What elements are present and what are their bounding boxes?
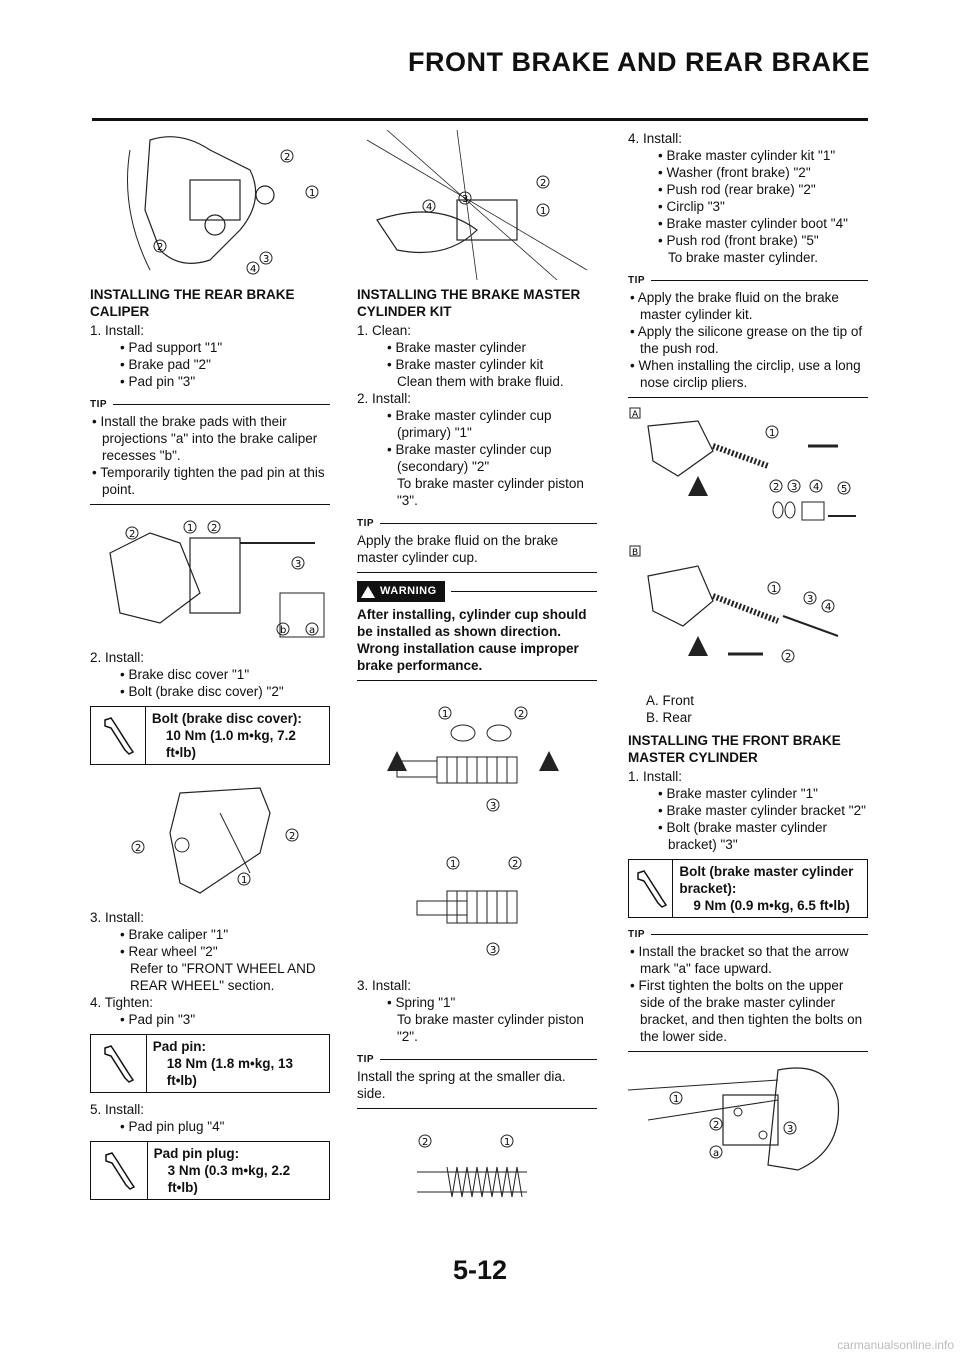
list-item: • Brake master cylinder boot "4" [658, 216, 848, 231]
step-label: 1. Install: [90, 323, 145, 338]
torque-name: Bolt (brake master cylinder bracket): [679, 864, 854, 896]
warning-triangle-icon [361, 586, 375, 598]
svg-text:3: 3 [791, 482, 798, 493]
step-note: Refer to "FRONT WHEEL AND REAR WHEEL" section. [130, 961, 316, 993]
warning-text: After installing, cylinder cup should be installed as shown direction. Wrong installation cause improper brake performance. [357, 607, 587, 673]
figure-rear-caliper [90, 130, 330, 280]
step-label: 1. Install: [628, 769, 683, 784]
figure-disc-cover [90, 773, 330, 903]
tip-label: TIP [628, 929, 646, 940]
torque-value: 18 Nm (1.8 m•kg, 13 ft•lb) [166, 1056, 294, 1088]
list-item: • Bolt (brake disc cover) "2" [120, 684, 284, 699]
figure-master-cylinder-kit [357, 130, 597, 280]
step-label: 5. Install: [90, 1102, 145, 1117]
legend-item: A. Front [646, 693, 695, 708]
step-note: To brake master cylinder piston "2". [397, 1012, 584, 1044]
svg-text:4: 4 [813, 482, 820, 493]
list-item: • Circlip "3" [658, 199, 725, 214]
list-item: • Brake master cylinder bracket "2" [658, 803, 866, 818]
figure-front-master-cylinder [628, 1060, 868, 1180]
list-item: • Brake caliper "1" [120, 927, 229, 942]
list-item: • Pad pin "3" [120, 374, 196, 389]
list-item: • Pad support "1" [120, 340, 223, 355]
svg-text:2: 2 [157, 242, 164, 253]
page-header-title: FRONT BRAKE AND REAR BRAKE [408, 47, 870, 77]
step-note: To brake master cylinder. [668, 250, 819, 265]
tip-text: Install the spring at the smaller dia. side. [357, 1069, 566, 1101]
svg-text:1: 1 [769, 428, 776, 439]
svg-text:5: 5 [841, 484, 848, 495]
list-item: • Brake master cylinder [387, 340, 527, 355]
tip-item: • Apply the silicone grease on the tip of the push rod. [630, 324, 863, 356]
wrench-icon [91, 707, 146, 764]
torque-value: 3 Nm (0.3 m•kg, 2.2 ft•lb) [167, 1163, 291, 1195]
section-title-rear-caliper: INSTALLING THE REAR BRAKE CALIPER [90, 287, 295, 319]
figure-cylinder-cups [357, 691, 597, 971]
svg-text:3: 3 [787, 1124, 794, 1135]
svg-text:1: 1 [673, 1094, 680, 1105]
figure-legend [628, 692, 868, 726]
step-label: 2. Install: [90, 650, 145, 665]
svg-text:2: 2 [512, 859, 519, 870]
list-item: • Push rod (rear brake) "2" [658, 182, 816, 197]
column-3 [628, 124, 868, 1186]
warning-box [357, 581, 597, 681]
svg-text:4: 4 [426, 202, 433, 213]
tip-item: • When installing the circlip, use a long nose circlip pliers. [630, 358, 861, 390]
list-item: • Pad pin plug "4" [120, 1119, 225, 1134]
list-item: • Rear wheel "2" [120, 944, 218, 959]
section-title-master-cylinder-kit: INSTALLING THE BRAKE MASTER CYLINDER KIT [357, 287, 581, 319]
list-item: • Washer (front brake) "2" [658, 165, 811, 180]
torque-spec-box [90, 1141, 330, 1200]
tip-box [628, 272, 868, 398]
torque-value: 10 Nm (1.0 m•kg, 7.2 ft•lb) [165, 728, 296, 760]
list-item: • Pad pin "3" [120, 1012, 196, 1027]
svg-text:3: 3 [490, 945, 497, 956]
tip-text: Apply the brake fluid on the brake master cylinder cup. [357, 533, 559, 565]
list-item: • Spring "1" [387, 995, 456, 1010]
list-item: • Brake master cylinder "1" [658, 786, 818, 801]
svg-text:3: 3 [462, 194, 469, 205]
svg-text:2: 2 [518, 709, 525, 720]
tip-box [357, 1051, 597, 1109]
step-note: Clean them with brake fluid. [397, 374, 564, 389]
svg-text:a: a [309, 625, 316, 636]
list-item: • Brake pad "2" [120, 357, 211, 372]
torque-name: Bolt (brake disc cover): [151, 711, 302, 726]
tip-item: • First tighten the bolts on the upper side of the brake master cylinder bracket, and then tighten the bolts on the lower side. [630, 978, 863, 1044]
svg-text:2: 2 [713, 1120, 720, 1131]
list-item: • Brake disc cover "1" [120, 667, 250, 682]
step-label: 4. Install: [628, 131, 683, 146]
step-label: 3. Install: [357, 978, 412, 993]
wrench-icon [91, 1035, 147, 1092]
svg-text:4: 4 [250, 264, 257, 275]
figure-brake-pads [90, 513, 330, 643]
list-item: • Push rod (front brake) "5" [658, 233, 819, 248]
svg-text:a: a [713, 1148, 720, 1159]
warning-label: WARNING [380, 585, 437, 597]
tip-box [628, 926, 868, 1052]
svg-text:1: 1 [309, 188, 316, 199]
step-label: 4. Tighten: [90, 995, 154, 1010]
svg-text:2: 2 [211, 523, 218, 534]
svg-text:2: 2 [540, 178, 547, 189]
wrench-icon [91, 1142, 148, 1199]
tip-label: TIP [628, 275, 646, 286]
column-2 [357, 124, 597, 1213]
svg-text:b: b [280, 625, 287, 636]
svg-text:2: 2 [129, 529, 136, 540]
tip-label: TIP [357, 518, 375, 529]
warning-badge [357, 581, 445, 602]
svg-text:A: A [632, 410, 639, 420]
svg-text:1: 1 [241, 875, 248, 886]
tip-item: • Install the bracket so that the arrow mark "a" face upward. [630, 944, 849, 976]
list-item: • Brake master cylinder kit [387, 357, 544, 372]
wrench-icon [629, 860, 673, 917]
list-item: • Brake master cylinder cup (primary) "1" [387, 408, 552, 440]
step-label: 1. Clean: [357, 323, 412, 338]
svg-text:1: 1 [187, 523, 194, 534]
list-item: • Bolt (brake master cylinder bracket) "3" [658, 820, 828, 852]
svg-text:4: 4 [825, 602, 832, 613]
header-rule [92, 118, 868, 121]
svg-text:1: 1 [450, 859, 457, 870]
torque-name: Pad pin plug: [153, 1146, 240, 1161]
tip-label: TIP [90, 399, 108, 410]
svg-text:2: 2 [422, 1137, 429, 1148]
step-note: To brake master cylinder piston "3". [397, 476, 584, 508]
list-item: • Brake master cylinder cup (secondary) "2" [387, 442, 552, 474]
torque-spec-box [628, 859, 868, 918]
svg-text:2: 2 [785, 652, 792, 663]
page-number: 5-12 [452, 1255, 508, 1285]
tip-item: • Install the brake pads with their projections "a" into the brake caliper recesses "b". [92, 414, 318, 463]
svg-text:2: 2 [773, 482, 780, 493]
torque-spec-box [90, 1034, 330, 1093]
column-1 [90, 124, 330, 1208]
watermark: carmanualsonline.info [837, 1338, 954, 1352]
svg-text:2: 2 [289, 831, 296, 842]
tip-box [90, 396, 330, 505]
svg-text:B: B [632, 548, 639, 558]
tip-item: • Temporarily tighten the pad pin at this point. [92, 465, 325, 497]
torque-value: 9 Nm (0.9 m•kg, 6.5 ft•lb) [693, 898, 850, 913]
torque-spec-box [90, 706, 330, 765]
svg-text:3: 3 [490, 801, 497, 812]
svg-text:1: 1 [442, 709, 449, 720]
svg-text:1: 1 [540, 206, 547, 217]
svg-text:3: 3 [295, 559, 302, 570]
svg-text:2: 2 [284, 152, 291, 163]
svg-text:3: 3 [807, 594, 814, 605]
tip-box [357, 515, 597, 573]
figure-spring [357, 1117, 597, 1207]
section-title-front-master-cylinder: INSTALLING THE FRONT BRAKE MASTER CYLINDER [628, 733, 841, 765]
tip-item: • Apply the brake fluid on the brake master cylinder kit. [630, 290, 839, 322]
torque-name: Pad pin: [152, 1039, 206, 1054]
figure-master-cylinder-kits-front-rear [628, 406, 868, 686]
svg-text:2: 2 [135, 843, 142, 854]
svg-text:1: 1 [771, 584, 778, 595]
step-label: 3. Install: [90, 910, 145, 925]
tip-label: TIP [357, 1054, 375, 1065]
legend-item: B. Rear [646, 710, 692, 725]
list-item: • Brake master cylinder kit "1" [658, 148, 836, 163]
svg-text:1: 1 [504, 1137, 511, 1148]
svg-text:3: 3 [263, 254, 270, 265]
step-label: 2. Install: [357, 391, 412, 406]
